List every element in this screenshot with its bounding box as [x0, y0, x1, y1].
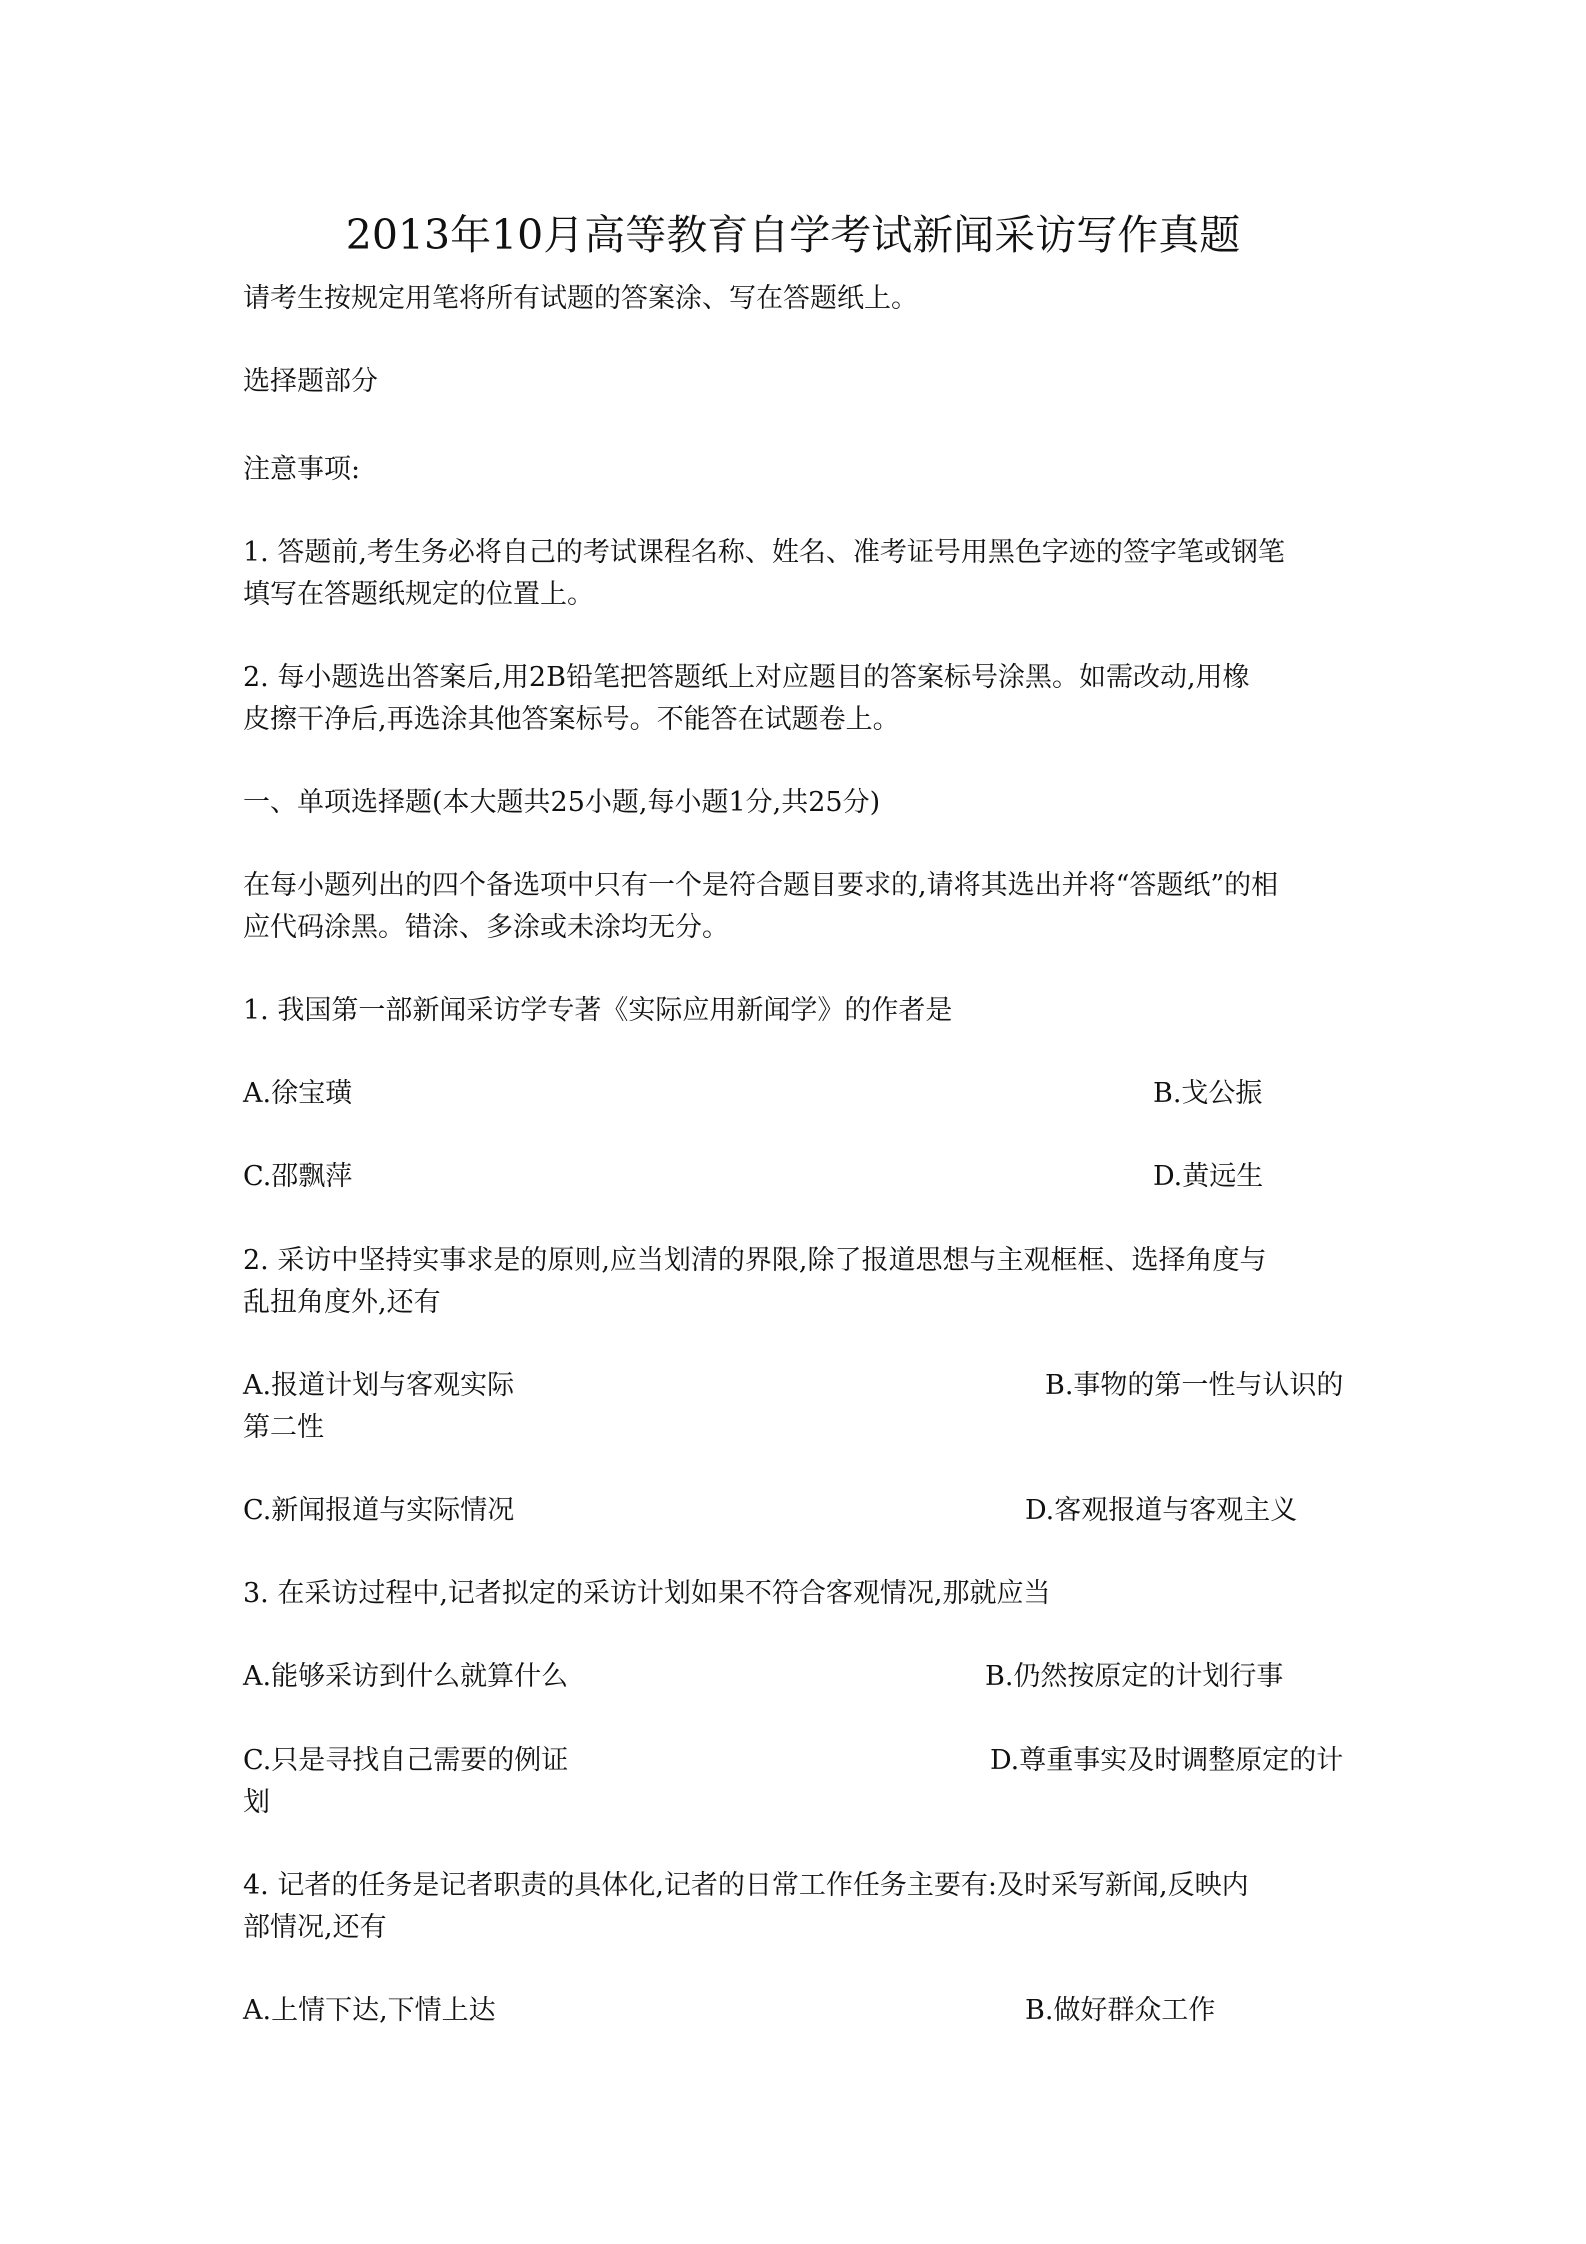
page-title: 2013年10月高等教育自学考试新闻采访写作真题 [345, 211, 1241, 259]
question-1-option-a: A.徐宝璜 [243, 1078, 353, 1109]
question-2-option-d: D.客观报道与客观主义 [1025, 1495, 1298, 1526]
question-1-stem: 1. 我国第一部新闻采访学专著《实际应用新闻学》的作者是 [243, 995, 953, 1026]
question-1-option-c: C.邵飘萍 [243, 1161, 353, 1192]
notes-heading: 注意事项: [243, 454, 361, 485]
note-2-line-2: 皮擦干净后,再选涂其他答案标号。不能答在试题卷上。 [243, 704, 900, 735]
question-3-option-d-continued: 划 [243, 1787, 270, 1818]
question-4-stem-line-1: 4. 记者的任务是记者职责的具体化,记者的日常工作任务主要有:及时采写新闻,反映内 [243, 1870, 1249, 1901]
question-3-option-a: A.能够采访到什么就算什么 [243, 1661, 569, 1692]
question-2-option-c: C.新闻报道与实际情况 [243, 1495, 515, 1526]
note-1-line-1: 1. 答题前,考生务必将自己的考试课程名称、姓名、准考证号用黑色字迹的签字笔或钢笔 [243, 537, 1285, 568]
instruction-text: 请考生按规定用笔将所有试题的答案涂、写在答题纸上。 [243, 283, 918, 314]
note-1-line-2: 填写在答题纸规定的位置上。 [243, 579, 594, 610]
question-1-option-d: D.黄远生 [1153, 1161, 1264, 1192]
question-2-option-a: A.报道计划与客观实际 [243, 1370, 515, 1401]
question-3-option-d: D.尊重事实及时调整原定的计 [990, 1745, 1344, 1776]
question-4-option-b: B.做好群众工作 [1025, 1995, 1216, 2026]
question-2-option-b-continued: 第二性 [243, 1412, 324, 1443]
part-1-heading: 一、单项选择题(本大题共25小题,每小题1分,共25分) [243, 787, 881, 818]
question-1-option-b: B.戈公振 [1153, 1078, 1263, 1109]
question-4-option-a: A.上情下达,下情上达 [243, 1995, 496, 2026]
question-4-stem-line-2: 部情况,还有 [243, 1912, 387, 1943]
question-2-option-b: B.事物的第一性与认识的 [1045, 1370, 1344, 1401]
part-1-desc-line-2: 应代码涂黑。错涂、多涂或未涂均无分。 [243, 912, 729, 943]
question-3-option-c: C.只是寻找自己需要的例证 [243, 1745, 569, 1776]
section-heading: 选择题部分 [243, 366, 378, 397]
part-1-desc-line-1: 在每小题列出的四个备选项中只有一个是符合题目要求的,请将其选出并将“答题纸”的相 [243, 870, 1279, 901]
note-2-line-1: 2. 每小题选出答案后,用2B铅笔把答题纸上对应题目的答案标号涂黑。如需改动,用橡 [243, 662, 1250, 693]
question-3-option-b: B.仍然按原定的计划行事 [985, 1661, 1284, 1692]
question-2-stem-line-2: 乱扭角度外,还有 [243, 1287, 441, 1318]
question-2-stem-line-1: 2. 采访中坚持实事求是的原则,应当划清的界限,除了报道思想与主观框框、选择角度与 [243, 1245, 1267, 1276]
question-3-stem: 3. 在采访过程中,记者拟定的采访计划如果不符合客观情况,那就应当 [243, 1578, 1051, 1609]
